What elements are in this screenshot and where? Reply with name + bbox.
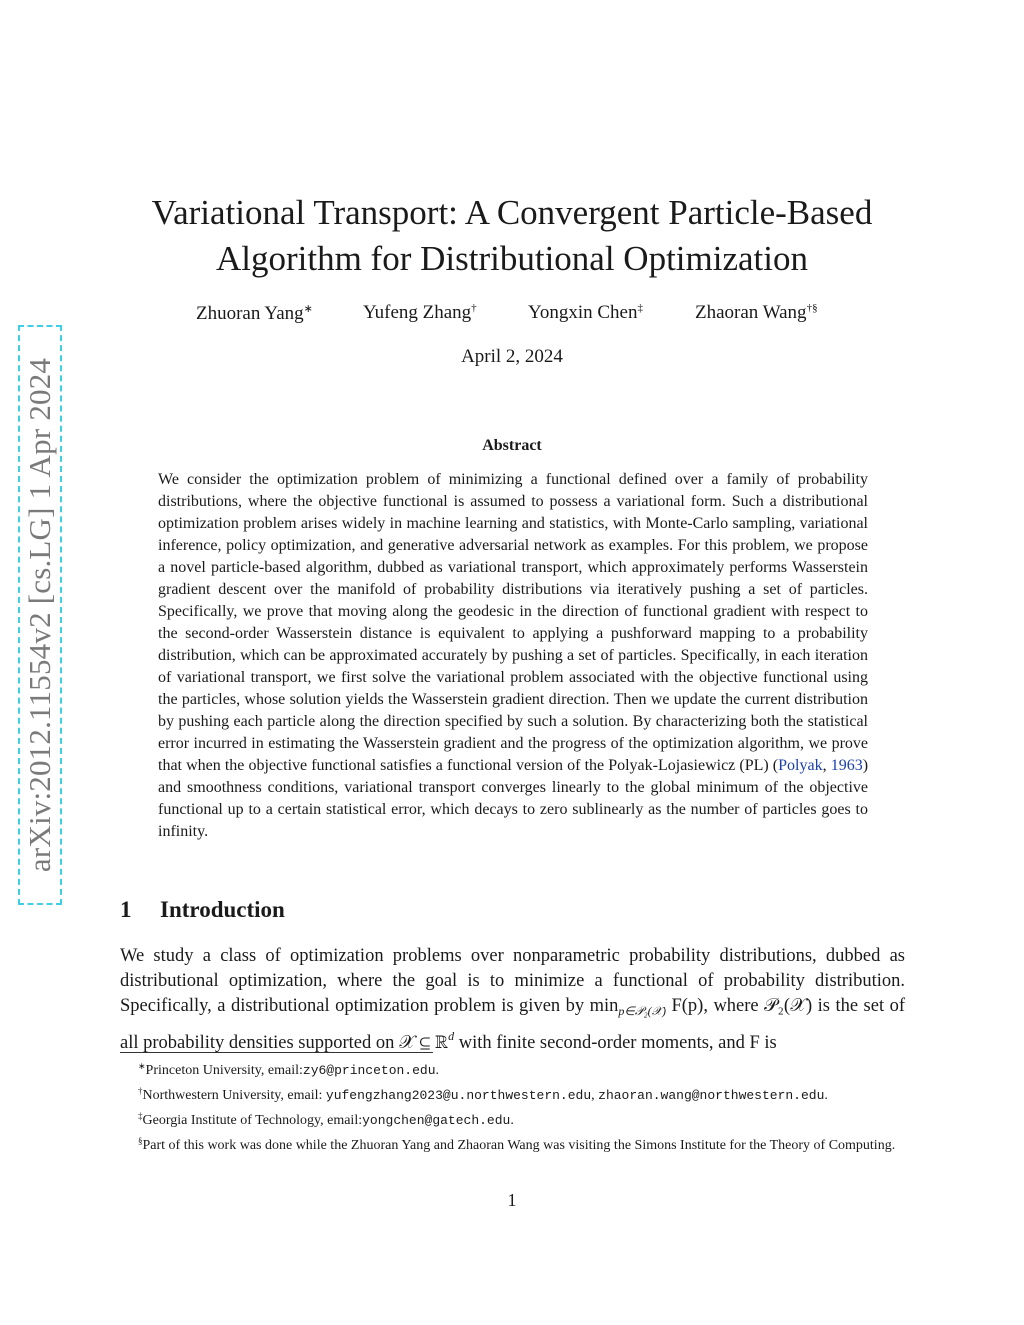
author-name: Zhuoran Yang xyxy=(196,303,304,324)
author-4 xyxy=(695,302,818,324)
author-name: Yongxin Chen xyxy=(528,302,638,323)
author-affiliation-mark: †§ xyxy=(806,302,818,314)
section-heading xyxy=(120,897,285,923)
author-2 xyxy=(363,302,477,324)
introduction-paragraph xyxy=(120,944,905,1056)
arxiv-identifier: arXiv:2012.11554v2 [cs.LG] 1 Apr 2024 xyxy=(22,357,57,873)
abstract-text xyxy=(158,469,868,843)
footnote-mark: ∗ xyxy=(138,1061,146,1071)
footnote-email: zy6@princeton.edu xyxy=(302,1063,436,1078)
footnote-4 xyxy=(120,1131,905,1156)
footnote-1 xyxy=(120,1056,905,1081)
footnote-mark: ‡ xyxy=(138,1111,143,1121)
citation-separator: , xyxy=(822,757,831,774)
paper-title xyxy=(100,190,924,282)
intro-text-part-3: with finite second-order moments, and F is xyxy=(454,1033,777,1053)
abstract-text-part-2: ) and smoothness conditions, variational transport converges linearly to the global minimum of the objective functional up to a certain statistical error, which decays to zero sublinearly as the number of particles goes to infinity. xyxy=(158,757,869,840)
footnote-end: . xyxy=(824,1088,828,1103)
footnote-email: yongchen@gatech.edu xyxy=(362,1113,511,1128)
author-1 xyxy=(196,302,313,325)
footnote-end: . xyxy=(510,1113,514,1128)
footnote-divider xyxy=(120,1052,433,1053)
author-3 xyxy=(528,302,643,324)
citation-link-author[interactable]: Polyak xyxy=(778,757,823,774)
footnote-text: Part of this work was done while the Zhuoran Yang and Zhaoran Wang was visiting the Simons Institute for the Theory of Computing. xyxy=(142,1138,896,1153)
footnote-mark: § xyxy=(138,1136,143,1146)
footnote-mark: † xyxy=(138,1086,143,1096)
intro-text-part-2: F(p), where 𝒫₂(𝒳) is the set of all probability densities supported on 𝒳 ⊆ ℝ xyxy=(120,996,905,1053)
page-number: 1 xyxy=(507,1190,517,1210)
author-name: Zhaoran Wang xyxy=(695,302,807,323)
footnotes xyxy=(120,1056,905,1156)
footnote-text: Princeton University, email: xyxy=(145,1063,303,1078)
title-line-1: Variational Transport: A Convergent Particle-Based xyxy=(151,193,873,232)
section-number: 1 xyxy=(120,897,132,922)
section-title: Introduction xyxy=(160,897,285,922)
footnote-email-2: zhaoran.wang@northwestern.edu xyxy=(598,1088,825,1103)
author-affiliation-mark: ‡ xyxy=(637,302,643,314)
title-line-2: Algorithm for Distributional Optimization xyxy=(215,239,808,278)
min-subscript: p∈𝒫₂(𝒳) xyxy=(618,1004,666,1018)
arxiv-stamp xyxy=(18,325,62,905)
publication-date: April 2, 2024 xyxy=(461,346,563,367)
author-name: Yufeng Zhang xyxy=(363,302,472,323)
footnote-3 xyxy=(120,1106,905,1131)
footnote-text: Northwestern University, email: xyxy=(142,1088,326,1103)
footnote-text: Georgia Institute of Technology, email: xyxy=(142,1113,363,1128)
abstract-heading: Abstract xyxy=(482,437,542,454)
dimension-superscript: d xyxy=(448,1029,455,1043)
author-affiliation-mark: † xyxy=(471,302,477,314)
footnote-2 xyxy=(120,1081,905,1106)
author-affiliation-mark: ∗ xyxy=(303,303,313,315)
footnote-email: yufengzhang2023@u.northwestern.edu xyxy=(325,1088,592,1103)
intro-text-part-1: We study a class of optimization problems over nonparametric probability distributions, dubbed as distributional optimization, where the goal is to minimize a functional of probability distribution. Specifically, a distributional optimization problem is given by min xyxy=(120,946,905,1016)
citation-link-year[interactable]: 1963 xyxy=(830,757,863,774)
footnote-end: . xyxy=(435,1063,440,1078)
footnote-separator: , xyxy=(591,1088,599,1103)
abstract-text-part-1: We consider the optimization problem of minimizing a functional defined over a family of probability distributions, where the objective functional is assumed to possess a variational form. Such a distributional optimization problem arises widely in machine learning and statistics, with Monte-Carlo sampling, variational inference, policy optimization, and generative adversarial network as examples. For this problem, we propose a novel particle-based algorithm, dubbed as variational transport, which approximately performs Wasserstein gradient descent over the manifold of probability distributions via iteratively pushing a set of particles. Specifically, we prove that moving along the geodesic in the direction of functional gradient with respect to the second-order Wasserstein distance is equivalent to applying a pushforward mapping to a probability distribution, which can be approximated accurately by pushing a set of particles. Specifically, in each iteration of variational transport, we first solve the variational problem associated with the objective functional using the particles, whose solution yields the Wasserstein gradient direction. Then we update the current distribution by pushing each particle along the direction specified by such a solution. By characterizing both the statistical error incurred in estimating the Wasserstein gradient and the progress of the optimization algorithm, we prove that when the objective functional satisfies a functional version of the Polyak-Lojasiewicz (PL) ( xyxy=(158,471,868,774)
